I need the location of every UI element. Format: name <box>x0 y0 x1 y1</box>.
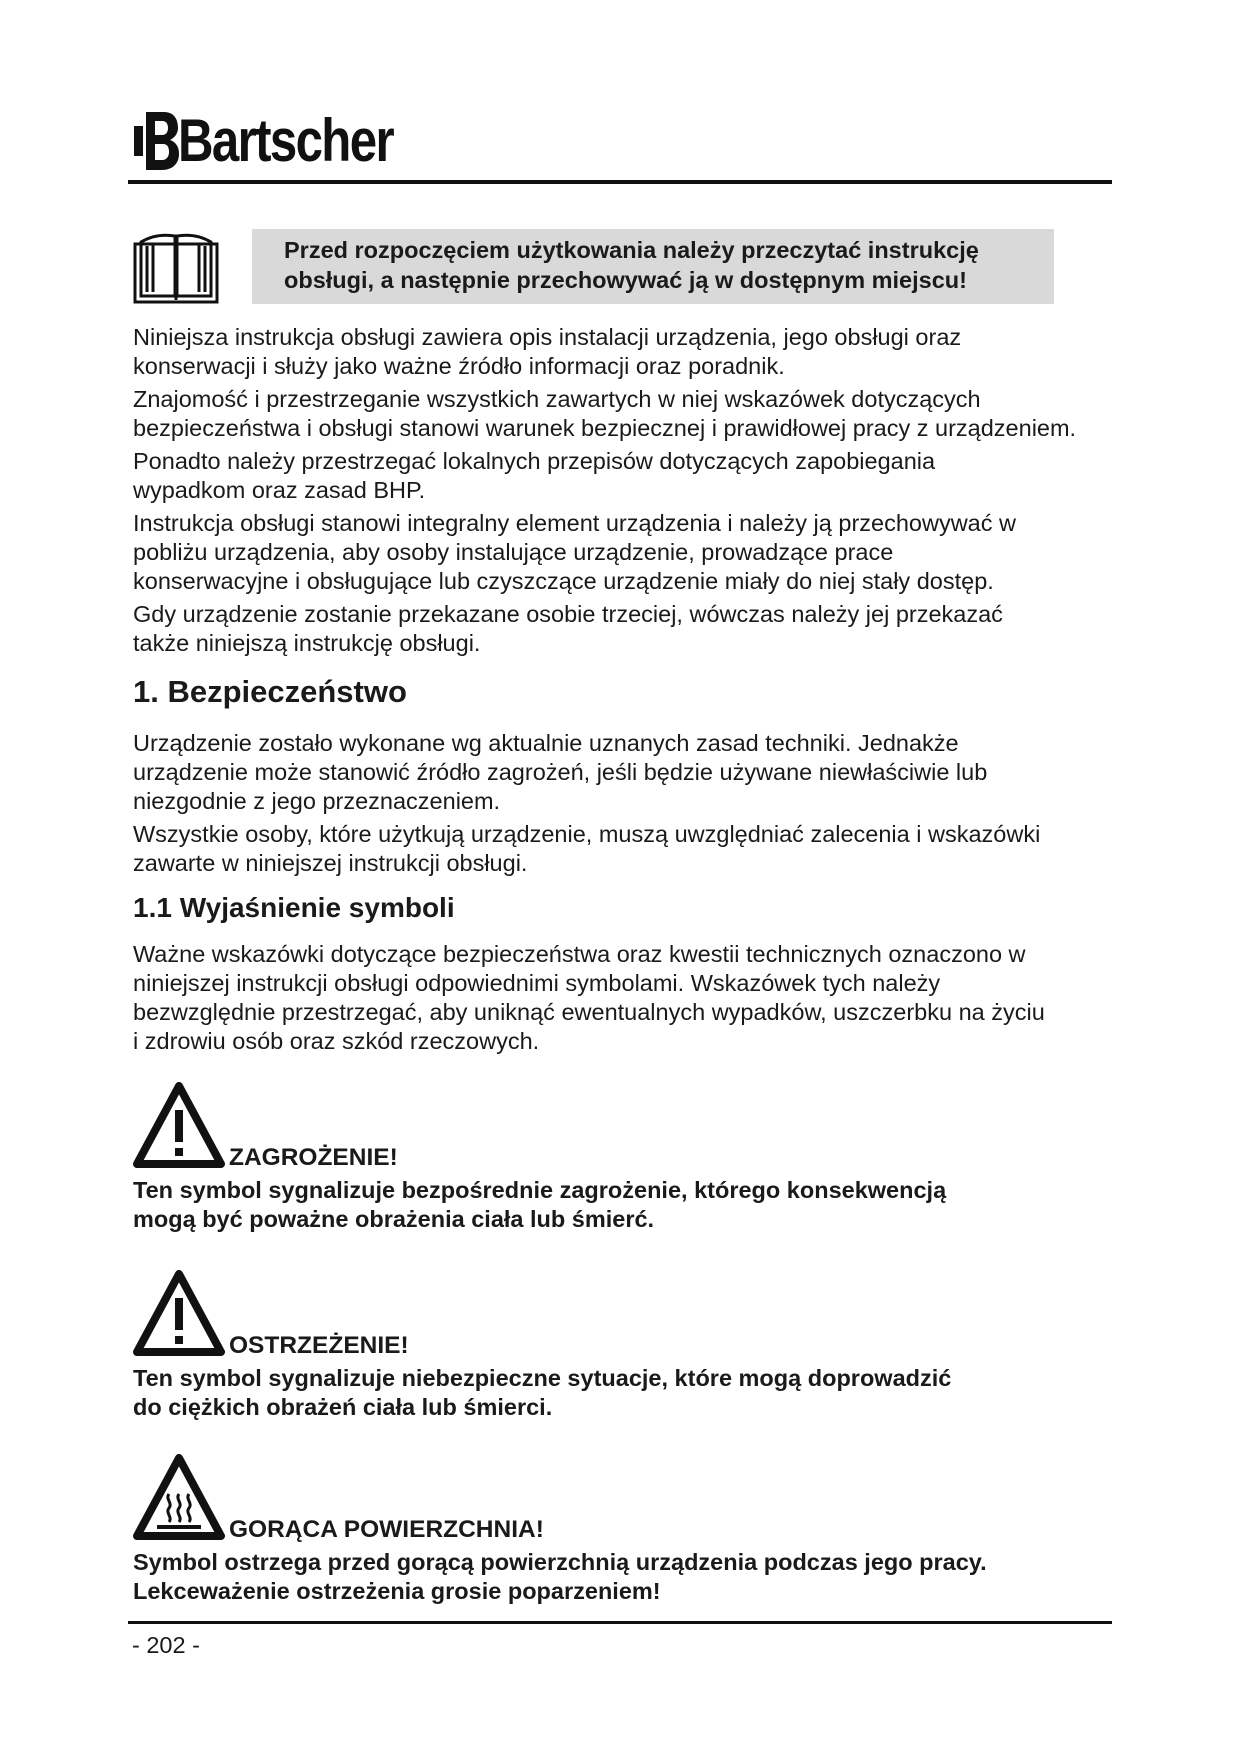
main-content <box>133 323 1133 1606</box>
brand-name: Bartscher <box>178 107 393 174</box>
open-book-icon <box>133 230 219 304</box>
warning-description <box>133 1364 1133 1422</box>
text-line: Symbol ostrzega przed gorącą powierzchnią urządzenia podczas jego pracy. <box>133 1549 987 1575</box>
notice-line: Przed rozpoczęciem użytkowania należy przeczytać instrukcję <box>284 237 979 263</box>
text-line: Lekceważenie ostrzeżenia grosie poparzeniem! <box>133 1578 661 1604</box>
intro-paragraph-5 <box>133 600 1133 658</box>
hot-surface-icon <box>133 1454 225 1540</box>
text-line: i zdrowiu osób oraz szkód rzeczowych. <box>133 1028 540 1054</box>
text-line: Ważne wskazówki dotyczące bezpieczeństwa oraz kwestii technicznych oznaczono w <box>133 941 1026 967</box>
danger-description <box>133 1176 1133 1234</box>
text-line: konserwacyjne i obsługujące lub czyszczące urządzenie miały do niej stały dostęp. <box>133 568 994 594</box>
text-line: mogą być poważne obrażenia ciała lub śmierć. <box>133 1206 655 1232</box>
warning-title: OSTRZEŻENIE! <box>229 1332 409 1359</box>
text-line: do ciężkich obrażeń ciała lub śmierci. <box>133 1394 553 1420</box>
header-divider <box>128 180 1112 184</box>
warning-triangle-icon <box>133 1082 225 1168</box>
text-line: Gdy urządzenie zostanie przekazane osobie trzeciej, wówczas należy jej przekazać <box>133 601 1003 627</box>
safety-paragraph-1 <box>133 729 1133 816</box>
hot-surface-title: GORĄCA POWIERZCHNIA! <box>229 1516 544 1543</box>
read-instructions-notice <box>252 229 1054 304</box>
text-line: Instrukcja obsługi stanowi integralny element urządzenia i należy ją przechowywać w <box>133 510 1016 536</box>
text-line: Urządzenie zostało wykonane wg aktualnie uznanych zasad techniki. Jednakże <box>133 730 959 756</box>
text-line: Wszystkie osoby, które użytkują urządzenie, muszą uwzględniać zalecenia i wskazówki <box>133 821 1041 847</box>
danger-symbol-block <box>133 1072 1133 1234</box>
section-heading-safety: 1. Bezpieczeństwo <box>133 674 407 709</box>
text-line: Ten symbol sygnalizuje bezpośrednie zagrożenie, którego konsekwencją <box>133 1177 947 1203</box>
intro-paragraph-4 <box>133 509 1133 596</box>
footer-divider <box>128 1621 1112 1624</box>
logo-b-mark-icon <box>134 106 180 176</box>
text-line: urządzenie może stanowić źródło zagrożeń, jeśli będzie używane niewłaściwie lub <box>133 759 988 785</box>
hot-surface-symbol-block <box>133 1444 1133 1606</box>
warning-triangle-icon <box>133 1270 225 1356</box>
intro-paragraph-1 <box>133 323 1133 381</box>
text-line: pobliżu urządzenia, aby osoby instalujące urządzenie, prowadzące prace <box>133 539 894 565</box>
text-line: niniejszej instrukcji obsługi odpowiednimi symbolami. Wskazówek tych należy <box>133 970 941 996</box>
text-line: bezwzględnie przestrzegać, aby uniknąć ewentualnych wypadków, uszczerbku na życiu <box>133 999 1045 1025</box>
text-line: Niniejsza instrukcja obsługi zawiera opis instalacji urządzenia, jego obsługi oraz <box>133 324 962 350</box>
safety-paragraph-2 <box>133 820 1133 878</box>
text-line: także niniejszą instrukcję obsługi. <box>133 630 481 656</box>
brand-logo <box>134 106 440 176</box>
text-line: zawarte w niniejszej instrukcji obsługi. <box>133 850 528 876</box>
text-line: niezgodnie z jego przeznaczeniem. <box>133 788 501 814</box>
text-line: bezpieczeństwa i obsługi stanowi warunek bezpiecznej i prawidłowej pracy z urządzeniem. <box>133 415 1077 441</box>
text-line: wypadkom oraz zasad BHP. <box>133 477 426 503</box>
text-line: Znajomość i przestrzeganie wszystkich zawartych w niej wskazówek dotyczących <box>133 386 981 412</box>
intro-paragraph-3 <box>133 447 1133 505</box>
intro-paragraph-2 <box>133 385 1133 443</box>
text-line: Ten symbol sygnalizuje niebezpieczne sytuacje, które mogą doprowadzić <box>133 1365 952 1391</box>
text-line: Ponadto należy przestrzegać lokalnych przepisów dotyczących zapobiegania <box>133 448 936 474</box>
danger-title: ZAGROŻENIE! <box>229 1144 398 1171</box>
page-number: - 202 - <box>132 1632 200 1658</box>
notice-line: obsługi, a następnie przechowywać ją w dostępnym miejscu! <box>284 267 967 293</box>
section-heading-symbols: 1.1 Wyjaśnienie symboli <box>133 892 455 923</box>
warning-symbol-block <box>133 1260 1133 1422</box>
hot-surface-description <box>133 1548 1133 1606</box>
symbols-paragraph <box>133 940 1133 1056</box>
text-line: konserwacji i służy jako ważne źródło informacji oraz poradnik. <box>133 353 785 379</box>
